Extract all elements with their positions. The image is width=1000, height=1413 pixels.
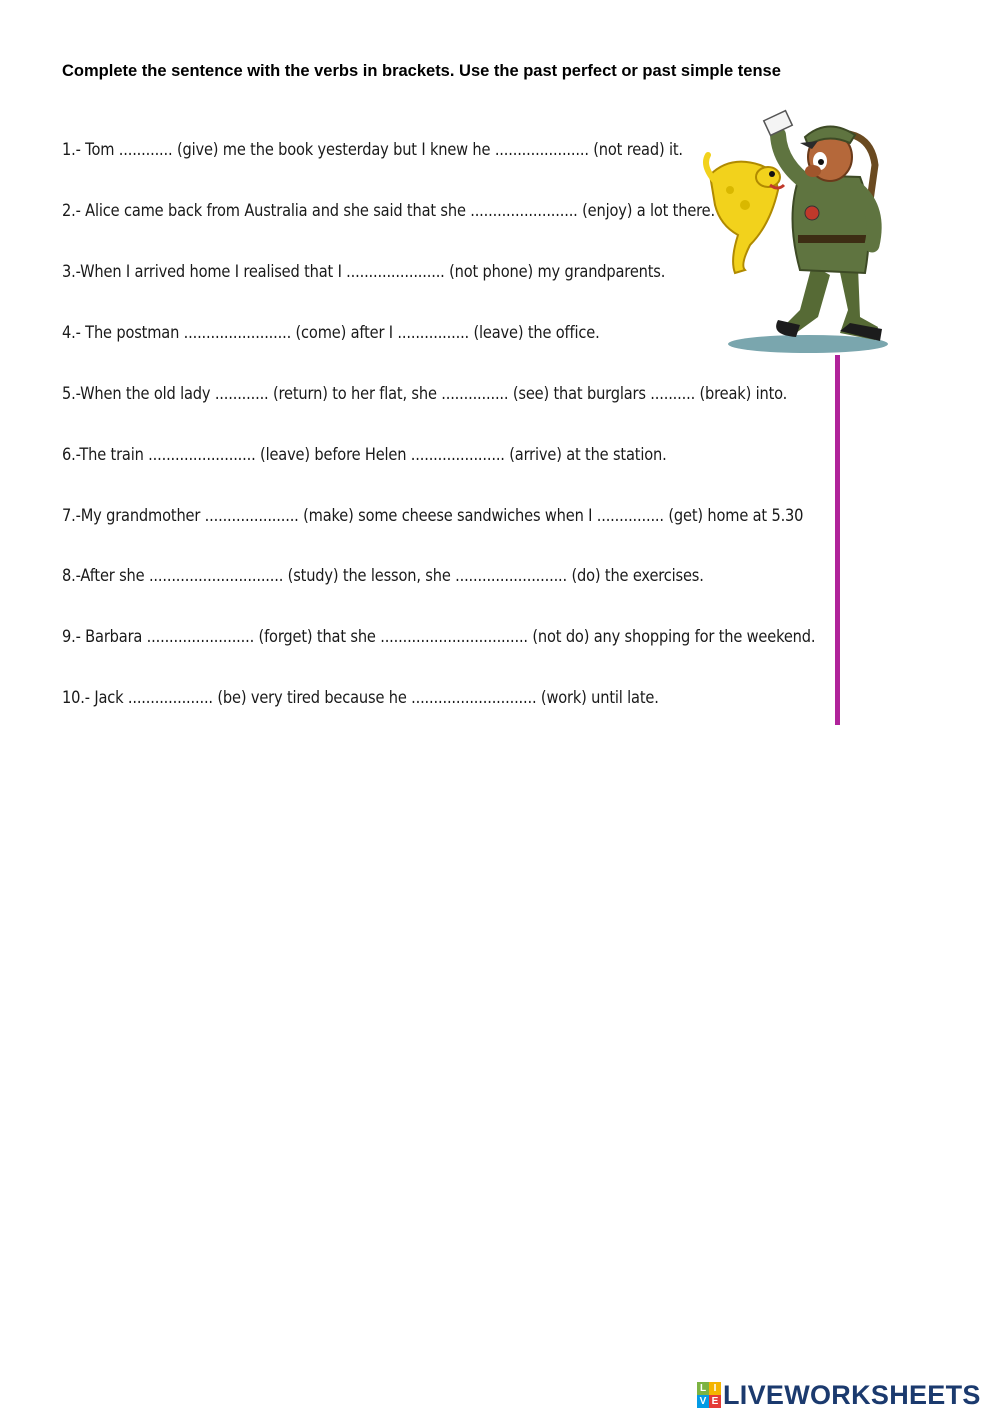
exercise-8: 8.-After she .............................. (study) the lesson, she ......................... (do) the exercises. — [62, 566, 704, 586]
logo-mark-icon: L I V E — [697, 1382, 721, 1408]
liveworksheets-logo — [697, 1378, 981, 1412]
postman-and-dog-illustration — [700, 95, 890, 360]
exercise-3: 3.-When I arrived home I realised that I ...................... (not phone) my grandparents. — [62, 262, 666, 282]
exercise-6: 6.-The train ........................ (leave) before Helen ..................... (arrive) at the station. — [62, 445, 667, 465]
logo-text: LIVEWORKSHEETS — [723, 1379, 981, 1410]
exercise-1: 1.- Tom ............ (give) me the book yesterday but I knew he ..................... (not read) it. — [62, 140, 683, 160]
exercise-7: 7.-My grandmother ..................... (make) some cheese sandwiches when I ............... (get) home at 5.30 — [62, 506, 804, 526]
exercise-10: 10.- Jack ................... (be) very tired because he ............................ (work) until late. — [62, 688, 659, 708]
exercise-9: 9.- Barbara ........................ (forget) that she ................................. (not do) any shopping for the weekend. — [62, 627, 816, 647]
vertical-divider-line — [835, 355, 840, 725]
exercise-4: 4.- The postman ........................ (come) after I ................ (leave) the office. — [62, 323, 600, 343]
instruction-heading: Complete the sentence with the verbs in brackets. Use the past perfect or past simple tense — [62, 62, 781, 80]
exercise-2: 2.- Alice came back from Australia and she said that she ........................ (enjoy) a lot there. — [62, 201, 715, 221]
exercise-5: 5.-When the old lady ............ (return) to her flat, she ............... (see) that burglars .......... (break) into. — [62, 384, 788, 404]
